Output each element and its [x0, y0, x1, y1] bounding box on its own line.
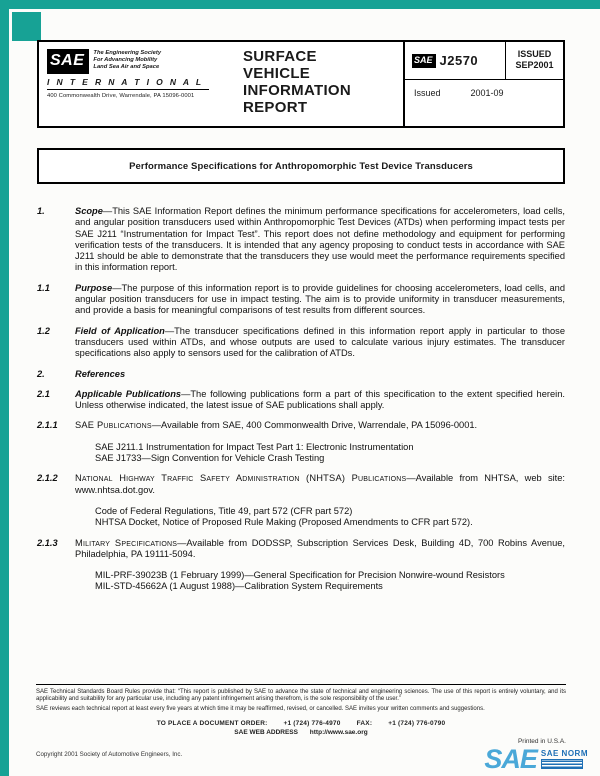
section-number: 1.1: [37, 282, 50, 293]
web-url: http://www.sae.org: [309, 728, 368, 736]
header-block: [37, 40, 565, 128]
section-body: —This SAE Information Report defines the minimum performance specifications for accelerometers, load cells, and angular position transducers used within Anthropomorphic Test Devices (ATDs) when performing impact tests per SAE J211 “Instrumentation for Impact Test”. This report does not define methodology and equipment for performing verification tests of the transducers. It is intended that any agency proposing to conduct tests in accordance with SAE J211 should be able to demonstrate that the transducers they use would meet the performance requirements specified in this information report.: [75, 206, 565, 273]
printed-in-usa-label: Printed in U.S.A.: [517, 738, 566, 745]
section-nhtsa-publications: [37, 473, 565, 528]
reference-item: MIL-STD-45662A (1 August 1988)—Calibration System Requirements: [95, 581, 383, 592]
reference-item: SAE J211.1 Instrumentation for Impact Test Part 1: Electronic Instrumentation: [95, 441, 414, 452]
copyright-line: Copyright 2001 Society of Automotive Engineers, Inc.: [36, 751, 183, 758]
code-and-issue-row: [405, 42, 563, 80]
section-text: [75, 369, 565, 380]
section-text: [75, 326, 565, 360]
tagline-line-1: The Engineering Society: [93, 50, 162, 56]
section-lead: National Highway Traffic Safety Administration (NHTSA) Publications: [75, 473, 407, 484]
scan-edge-top: [0, 0, 600, 9]
web-line: [36, 729, 566, 736]
document-body: [37, 206, 565, 593]
section-body: —The purpose of this information report is to provide guidelines for choosing accelerometers, load cells, and angular position transducers for use in impact testing. The aim is to provide uniformity in transducer measurements, and provide a basis for meaningful comparisons of test results from different sources.: [75, 282, 565, 316]
sae-norm-label: SAE NORM: [540, 749, 588, 758]
section-number: 1.2: [37, 325, 50, 336]
sae-tagline: [93, 49, 161, 71]
issued-stamp-line-2: SEP2001: [515, 60, 554, 70]
section-text: [75, 389, 565, 412]
sae-address: 400 Commonwealth Drive, Warrendale, PA 15096-0001: [47, 93, 195, 99]
scan-corner-square: [12, 12, 41, 41]
sae-norm-watermark: [484, 744, 588, 774]
document-title: Performance Specifications for Anthropomorphic Test Device Transducers: [37, 148, 565, 184]
tagline-line-3: Land Sea Air and Space: [93, 64, 160, 70]
issued-label: Issued: [414, 88, 441, 98]
header-right-block: [403, 42, 563, 126]
document-page: [37, 40, 565, 602]
section-text: [75, 206, 565, 274]
section-field-of-application: [37, 326, 565, 360]
reference-item: Code of Federal Regulations, Title 49, part 572 (CFR part 572): [95, 505, 353, 516]
order-line: [36, 720, 566, 727]
reference-list: [95, 442, 565, 465]
section-title: Field of Application: [75, 325, 165, 336]
section-military-specifications: [37, 538, 565, 593]
section-text: [75, 538, 565, 593]
reference-list: [95, 506, 565, 529]
section-body: —The transducer specifications defined in this information report apply in particular to those transducers used within ATDs, and whose outputs are used to calculate various injury estimates. The transducer specifications also apply to sensors used for the calibration of ATDs.: [75, 325, 565, 359]
doc-type-line: SURFACE: [243, 48, 317, 65]
section-lead: Military Specifications: [75, 537, 178, 548]
sae-international-label: I N T E R N A T I O N A L: [47, 77, 209, 90]
section-title: Scope: [75, 206, 103, 216]
section-body: —Available from SAE, 400 Commonwealth Drive, Warrendale, PA 15096-0001.: [151, 420, 478, 431]
sae-norm-badge: [541, 749, 588, 769]
section-title: Purpose: [75, 282, 113, 293]
section-applicable-publications: [37, 389, 565, 412]
section-body: —Available from NHTSA, web site: www.nhtsa.dot.gov.: [75, 473, 565, 495]
section-number: 1.: [37, 206, 45, 216]
section-title: Applicable Publications: [75, 388, 182, 399]
footer-disclaimer-1: SAE Technical Standards Board Rules provide that: “This report is published by SAE to advance the state of technical and engineering sciences. The use of this report is entirely voluntary, and its applicability and suitability for any particular use, including any patent infringement arising therefrom, is the sole responsibility of the user.”: [36, 689, 566, 703]
section-text: [75, 283, 565, 317]
section-text: [75, 473, 565, 528]
section-number: 2.1.3: [37, 537, 58, 548]
fax-label: FAX:: [356, 719, 373, 727]
web-label: SAE WEB ADDRESS: [234, 728, 298, 736]
section-body: —The following publications form a part of this specification to the extent specified herein. Unless otherwise indicated, the latest issue of SAE publications shall apply.: [75, 388, 565, 411]
section-title: References: [75, 368, 126, 379]
section-number: 2.: [37, 368, 45, 379]
document-code: [405, 42, 505, 79]
section-number: 2.1: [37, 388, 50, 399]
reference-item: MIL-PRF-39023B (1 February 1999)—General Specification for Precision Nonwire-wound Resistors: [95, 570, 505, 581]
document-number: J2570: [439, 53, 479, 68]
footer-disclaimer-2: SAE reviews each technical report at least every five years at which time it may be reaffirmed, revised, or cancelled. SAE invites your written comments and suggestions.: [36, 706, 485, 713]
section-lead: SAE Publications: [75, 420, 152, 431]
issued-stamp: [505, 42, 563, 79]
section-purpose: [37, 283, 565, 317]
sae-logo-small-icon: SAE: [412, 54, 436, 68]
section-sae-publications: [37, 420, 565, 464]
sae-logo-row: [47, 49, 223, 74]
section-scope: [37, 206, 565, 274]
reference-item: SAE J1733—Sign Convention for Vehicle Crash Testing: [95, 453, 325, 464]
document-type-block: [227, 42, 403, 126]
sae-logo-icon: SAE: [47, 49, 89, 74]
section-number: 2.1.1: [37, 420, 58, 431]
sae-norm-logo-icon: SAE: [484, 744, 537, 774]
footer-block: [36, 684, 566, 736]
tagline-line-2: For Advancing Mobility: [93, 57, 158, 63]
sae-norm-stripes-icon: [541, 759, 583, 769]
reference-list: [95, 570, 565, 593]
section-text: [75, 420, 565, 464]
doc-type-line: INFORMATION: [243, 82, 352, 99]
fax-phone: +1 (724) 776-0790: [388, 719, 446, 727]
reference-item: NHTSA Docket, Notice of Proposed Rule Making (Proposed Amendments to CFR part 572).: [95, 517, 473, 528]
issued-date-row: [405, 80, 563, 98]
section-body: —Available from DODSSP, Subscription Services Desk, Building 4D, 700 Robins Avenue, Philadelphia, PA 19111-5094.: [75, 537, 565, 559]
section-number: 2.1.2: [37, 473, 58, 484]
section-references: [37, 369, 565, 380]
sae-logo-block: [39, 42, 227, 126]
issued-stamp-line-1: ISSUED: [517, 49, 552, 59]
doc-type-line: REPORT: [243, 99, 308, 116]
issued-date: 2001-09: [470, 88, 504, 98]
order-phone: +1 (724) 776-4970: [283, 719, 341, 727]
order-label: TO PLACE A DOCUMENT ORDER:: [156, 719, 268, 727]
scan-edge-left: [0, 0, 9, 776]
doc-type-line: VEHICLE: [243, 65, 311, 82]
